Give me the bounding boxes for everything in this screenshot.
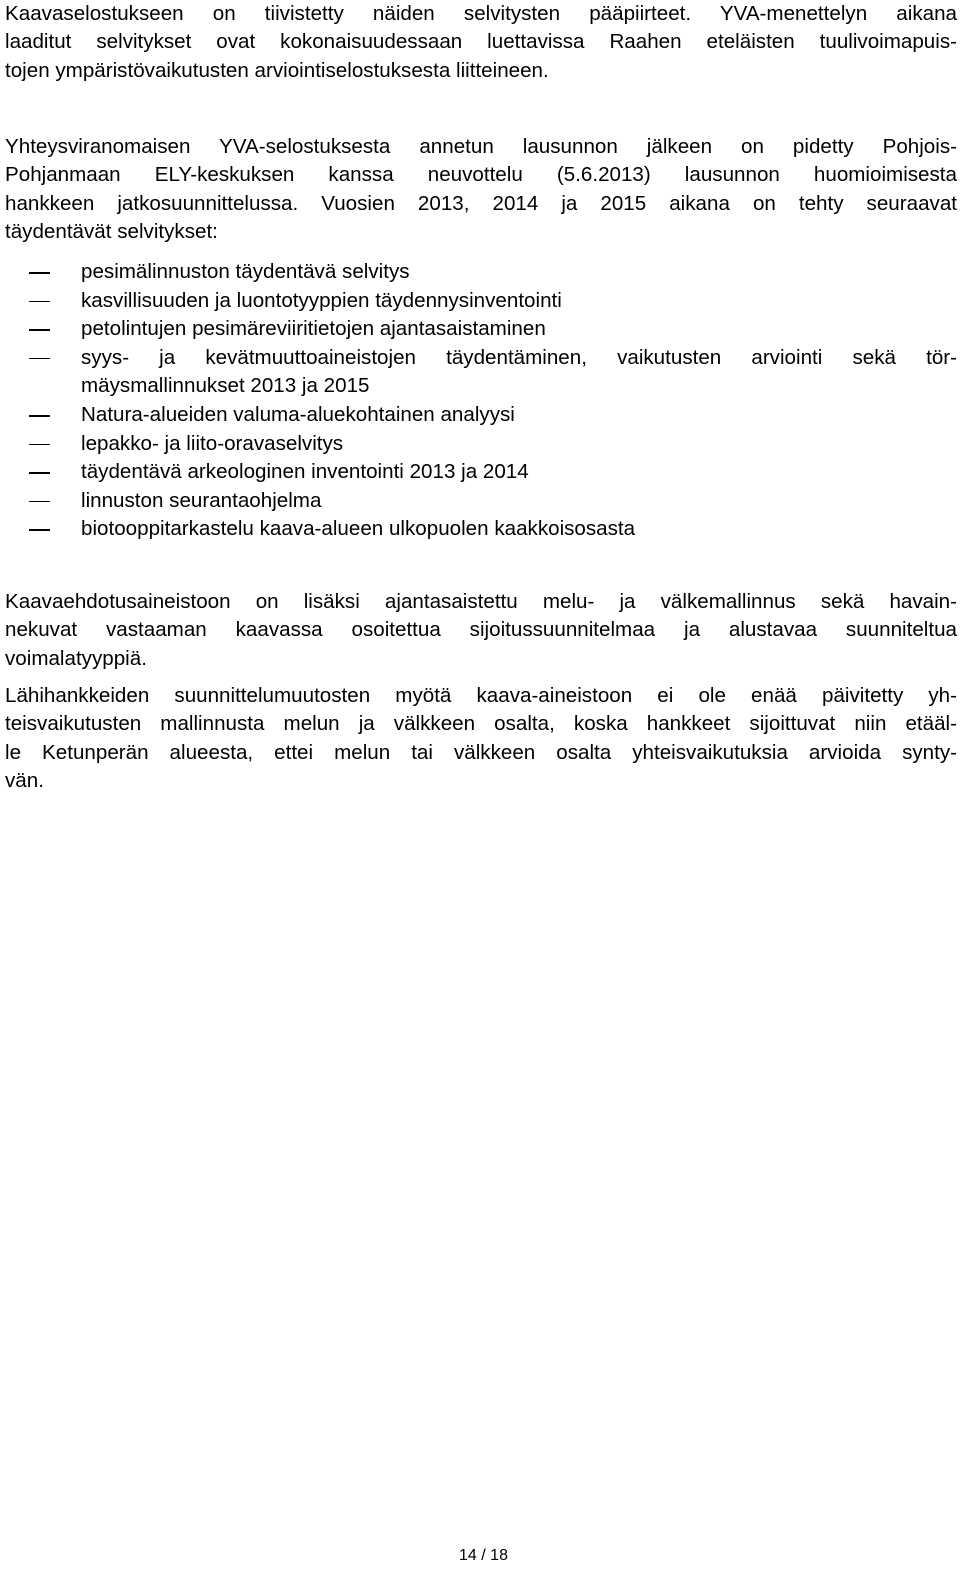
dash-bullet-icon (29, 472, 50, 474)
list-item-text: mäysmallinnukset 2013 ja 2015 (81, 374, 370, 398)
dash-bullet-icon (29, 272, 50, 274)
studies-list (5, 258, 957, 544)
text-line: tojen ympäristövaikutusten arviointiselostuksesta liitteineen. (5, 58, 549, 82)
list-item (5, 487, 957, 516)
text-line: vän. (5, 769, 44, 793)
text-line: le Ketunperän alueesta, ettei melun tai välkkeen osalta yhteisvaikutuksia arvioida synty- (5, 740, 957, 764)
list-item-text: syys- ja kevätmuuttoaineistojen täydentäminen, vaikutusten arviointi sekä tör- (81, 345, 957, 369)
list-item-text: Natura-alueiden valuma-aluekohtainen analyysi (81, 402, 515, 426)
paragraph-nearby-projects (5, 682, 957, 796)
list-item (5, 344, 957, 401)
list-item (5, 401, 957, 430)
paragraph-statement (5, 133, 957, 247)
page-number: 14 / 18 (459, 1547, 508, 1564)
dash-bullet-icon (29, 444, 50, 446)
list-item-text: pesimälinnuston täydentävä selvitys (81, 260, 410, 283)
list-item (5, 315, 957, 344)
dash-bullet-icon (29, 301, 50, 303)
text-line: Kaavaehdotusaineistoon on lisäksi ajantasaistettu melu- ja välkemallinnus sekä havain- (5, 590, 957, 613)
dash-bullet-icon (29, 529, 50, 531)
list-item-text: biotooppitarkastelu kaava-alueen ulkopuolen kaakkoisosasta (81, 517, 636, 541)
text-line: voimalatyyppiä. (5, 646, 147, 670)
text-line: laaditut selvitykset ovat kokonaisuudessaan luettavissa Raahen eteläisten tuulivoimapuis- (5, 30, 957, 54)
text-line: täydentävät selvitykset: (5, 220, 218, 244)
list-item-text: linnuston seurantaohjelma (81, 488, 322, 512)
dash-bullet-icon (29, 501, 50, 503)
text-line: Yhteysviranomaisen YVA-selostuksesta annetun lausunnon jälkeen on pidetty Pohjois- (5, 135, 957, 158)
text-line: Lähihankkeiden suunnittelumuutosten myötä kaava-aineistoon ei ole enää päivitetty yh- (5, 684, 957, 707)
dash-bullet-icon (29, 329, 50, 331)
list-item (5, 458, 957, 487)
dash-bullet-icon (29, 358, 50, 360)
list-item-text: täydentävä arkeologinen inventointi 2013 ja 2014 (81, 460, 529, 484)
text-line: teisvaikutusten mallinnusta melun ja välkkeen osalta, koska hankkeet sijoittuvat niin etääl- (5, 712, 957, 736)
dash-bullet-icon (29, 415, 50, 417)
list-item-text: petolintujen pesimäreviiritietojen ajantasaistaminen (81, 317, 546, 341)
list-item (5, 430, 957, 459)
text-line: Kaavaselostukseen on tiivistetty näiden selvitysten pääpiirteet. YVA-menettelyn aikana (5, 2, 957, 25)
text-line: nekuvat vastaaman kaavassa osoitettua sijoitussuunnitelmaa ja alustavaa suunniteltua (5, 618, 957, 642)
paragraph-noise-modelling (5, 588, 957, 673)
text-line: hankkeen jatkosuunnittelussa. Vuosien 2013, 2014 ja 2015 aikana on tehty seuraavat (5, 191, 957, 215)
list-item-text: lepakko- ja liito-oravaselvitys (81, 431, 344, 455)
list-item (5, 287, 957, 316)
list-item-text: kasvillisuuden ja luontotyyppien täydennysinventointi (81, 288, 562, 312)
list-item (5, 515, 957, 544)
paragraph-intro (5, 0, 957, 85)
list-item (5, 258, 957, 287)
text-line: Pohjanmaan ELY-keskuksen kanssa neuvottelu (5.6.2013) lausunnon huomioimisesta (5, 163, 957, 187)
